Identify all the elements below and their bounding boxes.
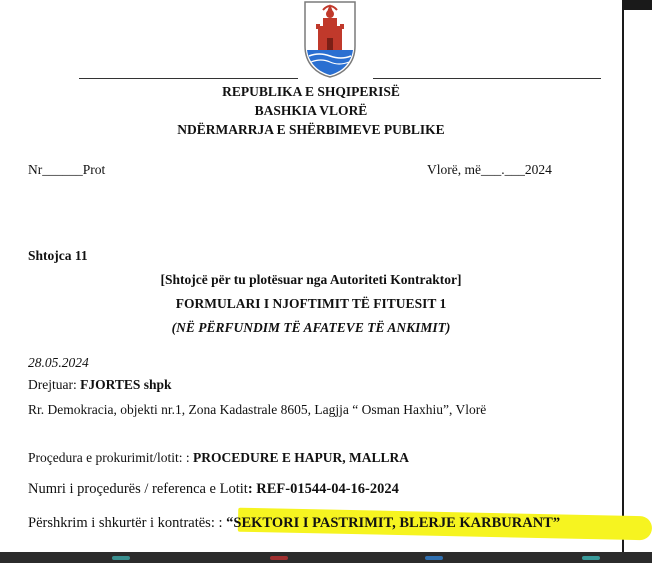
taskbar-icon[interactable] — [112, 556, 130, 560]
taskbar-icon[interactable] — [425, 556, 443, 560]
form-instruction: [Shtojcë për tu plotësuar nga Autoriteti Kontraktor] — [160, 272, 462, 287]
recipient-address: Rr. Demokracia, objekti nr.1, Zona Kadastrale 8605, Lagjja “ Osman Haxhiu”, Vlorë — [28, 402, 487, 417]
form-title: FORMULARI I NJOFTIMIT TË FITUESIT 1 — [175, 296, 447, 311]
annex-label: Shtojca 11 — [28, 248, 88, 263]
form-subtitle: (NË PËRFUNDIM TË AFATEVE TË ANKIMIT) — [171, 320, 451, 335]
header-municipality: BASHKIA VLORË — [254, 103, 368, 118]
procedure-ref-value: : REF-01544-04-16-2024 — [247, 481, 399, 497]
recipient-name: FJORTES shpk — [80, 377, 172, 392]
procedure-ref-line — [28, 481, 399, 497]
recipient-label: Drejtuar: — [28, 377, 81, 392]
viewer-right-edge — [622, 0, 652, 563]
header-rule-right — [373, 78, 601, 79]
recipient-line — [28, 377, 172, 393]
letter-date: 28.05.2024 — [28, 355, 89, 370]
header-republic: REPUBLIKA E SHQIPERISË — [222, 84, 400, 99]
procedure-type-value: PROCEDURE E HAPUR, MALLRA — [192, 450, 409, 465]
viewer-top-corner — [622, 0, 652, 10]
contract-description-label: Përshkrim i shkurtër i kontratës: : — [28, 515, 227, 531]
contract-description-value: “SEKTORI I PASTRIMIT, BLERJE KARBURANT” — [226, 515, 561, 531]
header-enterprise: NDËRMARRJA E SHËRBIMEVE PUBLIKE — [177, 122, 445, 137]
procedure-type-line — [28, 450, 409, 466]
header-rule-left — [79, 78, 298, 79]
taskbar-icon[interactable] — [270, 556, 288, 560]
taskbar-strip — [0, 552, 652, 563]
procedure-type-label: Proçedura e prokurimit/lotit: : — [28, 450, 193, 465]
municipality-emblem — [299, 0, 361, 78]
procedure-ref-label: Numri i proçedurës / referenca e Lotit — [28, 481, 248, 497]
place-date: Vlorë, më___.___2024 — [427, 162, 552, 177]
protocol-number: Nr______Prot — [28, 162, 106, 177]
contract-description-line — [28, 515, 560, 531]
taskbar-icon[interactable] — [582, 556, 600, 560]
